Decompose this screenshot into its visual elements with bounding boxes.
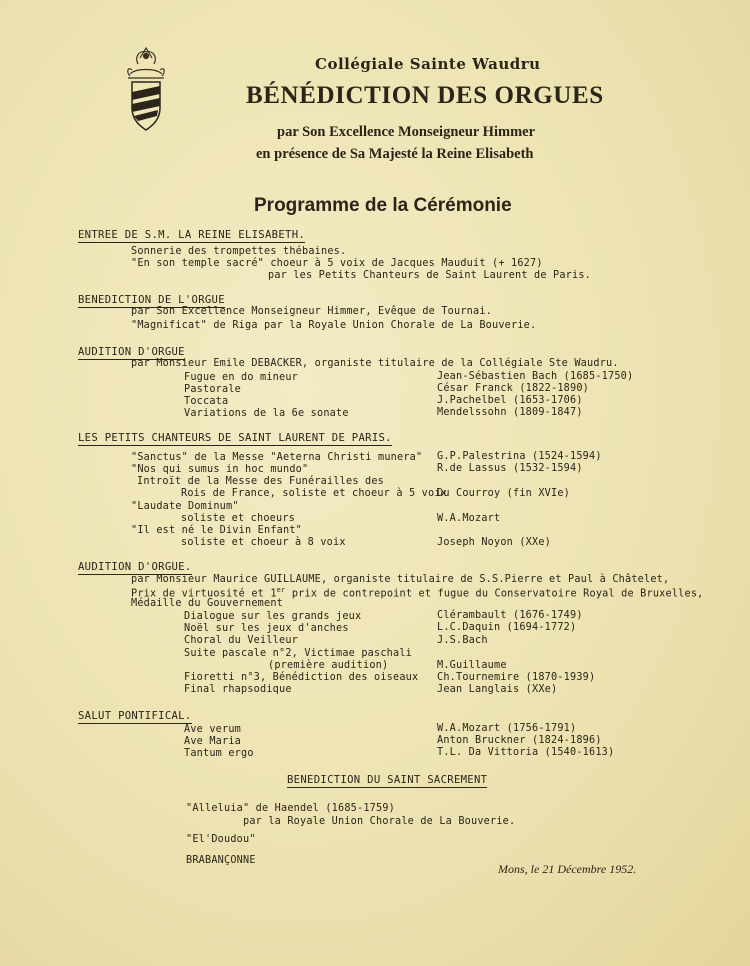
text-line: Prix de virtuosité et 1er prix de contrepoint et fugue du Conservatoire Royal de Bruxelles,: [131, 586, 704, 600]
text-line: "En son temple sacré" choeur à 5 voix de Jacques Mauduit (+ 1627): [131, 258, 543, 269]
composer: Du Courroy (fin XVIe): [437, 488, 571, 499]
text-line: par Monsieur Emile DEBACKER, organiste titulaire de la Collégiale Ste Waudru.: [131, 358, 619, 369]
text-line: soliste et choeurs: [181, 513, 296, 524]
piece: Noël sur les jeux d'anches: [184, 623, 349, 634]
composer: W.A.Mozart (1756-1791): [437, 723, 577, 734]
piece: Pastorale: [184, 384, 242, 395]
subtitle-bishop: par Son Excellence Monseigneur Himmer: [277, 124, 536, 140]
piece: Suite pascale n°2, Victimae paschali: [184, 648, 413, 659]
section-heading-salut-pontifical: SALUT PONTIFICAL.: [78, 710, 192, 722]
text-line: "Laudate Dominum": [131, 501, 239, 512]
text-line: Sonnerie des trompettes thébaines.: [131, 246, 347, 257]
composer: J.Pachelbel (1653-1706): [437, 395, 583, 406]
section-heading-entree: ENTREE DE S.M. LA REINE ELISABETH.: [78, 229, 306, 241]
subtitle-queen: en présence de Sa Majesté la Reine Elisabeth: [256, 146, 534, 162]
text-line: "Magnificat" de Riga par la Royale Union Chorale de La Bouverie.: [131, 320, 537, 331]
composer: César Franck (1822-1890): [437, 383, 590, 394]
composer: G.P.Palestrina (1524-1594): [437, 451, 602, 462]
text-line: BRABANÇONNE: [186, 855, 256, 866]
piece: Tantum ergo: [184, 748, 254, 759]
text-line: "El'Doudou": [186, 834, 256, 845]
church-name: Collégiale Sainte Waudru: [315, 55, 541, 73]
text-line: Médaille du Gouvernement: [131, 598, 284, 609]
composer: Jean-Sébastien Bach (1685-1750): [437, 371, 634, 382]
composer: Anton Bruckner (1824-1896): [437, 735, 602, 746]
piece: Choral du Veilleur: [184, 635, 299, 646]
piece: Ave verum: [184, 724, 242, 735]
section-heading-audition-orgue-1: AUDITION D'ORGUE: [78, 346, 185, 358]
composer: J.S.Bach: [437, 635, 488, 646]
document-title: BÉNÉDICTION DES ORGUES: [246, 82, 604, 109]
piece: Ave Maria: [184, 736, 242, 747]
piece: Fugue en do mineur: [184, 372, 299, 383]
text-line: par la Royale Union Chorale de La Bouverie.: [243, 816, 516, 827]
piece: Toccata: [184, 396, 229, 407]
composer: Clérambault (1676-1749): [437, 610, 583, 621]
composer: Joseph Noyon (XXe): [437, 537, 552, 548]
piece: Final rhapsodique: [184, 684, 292, 695]
place-date: Mons, le 21 Décembre 1952.: [498, 862, 637, 876]
piece: Variations de la 6e sonate: [184, 408, 349, 419]
composer: R.de Lassus (1532-1594): [437, 463, 583, 474]
composer: M.Guillaume: [437, 660, 507, 671]
text-line: "Alleluia" de Haendel (1685-1759): [186, 803, 396, 814]
piece-note: (première audition): [268, 660, 389, 671]
text-line: Introït de la Messe des Funérailles des: [137, 476, 385, 487]
text-line: par Monsieur Maurice GUILLAUME, organiste titulaire de S.S.Pierre et Paul à Châtelet,: [131, 574, 670, 585]
programme-heading: Programme de la Cérémonie: [254, 195, 512, 216]
section-heading-saint-sacrement: BENEDICTION DU SAINT SACREMENT: [287, 774, 488, 786]
text-line: par Son Excellence Monseigneur Himmer, Evêque de Tournai.: [131, 306, 493, 317]
composer: L.C.Daquin (1694-1772): [437, 622, 577, 633]
composer: Mendelssohn (1809-1847): [437, 407, 583, 418]
section-heading-audition-orgue-2: AUDITION D'ORGUE.: [78, 561, 192, 573]
piece: Fioretti n°3, Bénédiction des oiseaux: [184, 672, 419, 683]
composer: Ch.Tournemire (1870-1939): [437, 672, 596, 683]
text-line: soliste et choeur à 8 voix: [181, 537, 346, 548]
composer: Jean Langlais (XXe): [437, 684, 558, 695]
coat-of-arms-icon: [124, 46, 168, 138]
text-line: "Sanctus" de la Messe "Aeterna Christi munera": [131, 452, 423, 463]
section-heading-benediction-orgue: BENEDICTION DE L'ORGUE: [78, 294, 225, 306]
composer: T.L. Da Vittoria (1540-1613): [437, 747, 615, 758]
text-line: par les Petits Chanteurs de Saint Laurent de Paris.: [268, 270, 592, 281]
text-line: "Nos qui sumus in hoc mundo": [131, 464, 309, 475]
text-line: "Il est né le Divin Enfant": [131, 525, 303, 536]
composer: W.A.Mozart: [437, 513, 501, 524]
text-line: Rois de France, soliste et choeur à 5 voix: [181, 488, 448, 499]
piece: Dialogue sur les grands jeux: [184, 611, 362, 622]
section-heading-petits-chanteurs: LES PETITS CHANTEURS DE SAINT LAURENT DE PARIS.: [78, 432, 392, 444]
